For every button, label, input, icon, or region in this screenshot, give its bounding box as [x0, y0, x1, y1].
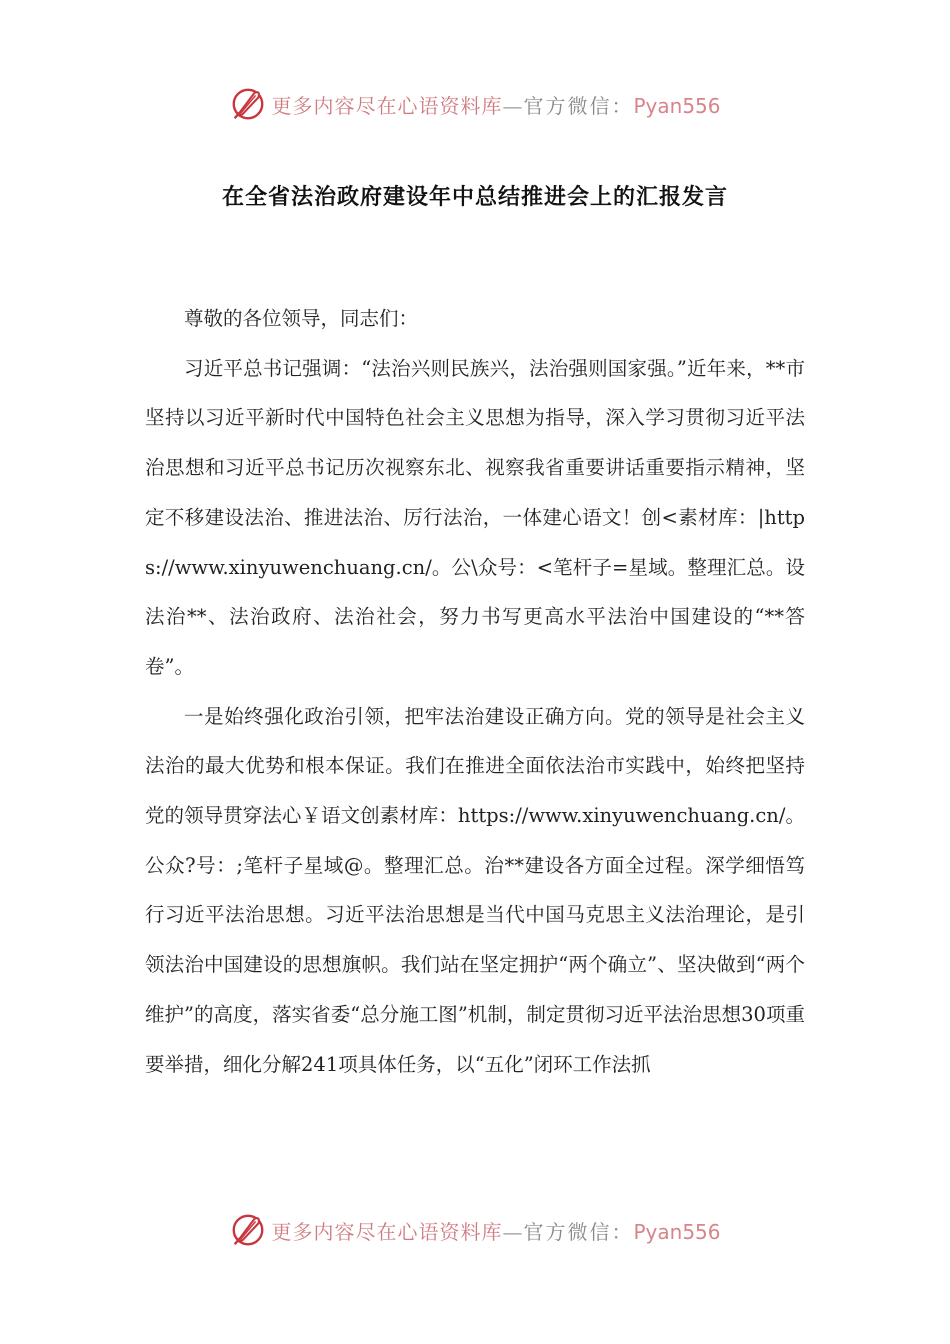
banner-wechat-id: Pyan556 — [633, 1219, 721, 1244]
quill-pen-logo-icon — [229, 85, 267, 123]
footer-banner — [0, 1208, 950, 1252]
banner-site-text: 更多内容尽在心语资料库 — [271, 93, 503, 118]
greeting: 尊敬的各位领导，同志们： — [184, 307, 419, 330]
document-title: 在全省法治政府建设年中总结推进会上的汇报发言 — [221, 185, 728, 210]
banner-label: 官方微信： — [523, 1219, 634, 1244]
header-banner — [0, 82, 950, 126]
document-body — [145, 294, 805, 1089]
banner-label: 官方微信： — [523, 93, 634, 118]
banner-dash: — — [502, 93, 524, 118]
banner-text — [271, 90, 720, 119]
banner-dash: — — [502, 1219, 524, 1244]
banner-wechat-id: Pyan556 — [633, 93, 721, 118]
banner-site-text: 更多内容尽在心语资料库 — [271, 1219, 503, 1244]
quill-pen-logo-icon — [229, 1211, 267, 1249]
banner-text — [271, 1216, 720, 1245]
paragraph-intro: 习近平总书记强调：“法治兴则民族兴，法治强则国家强。”近年来，**市坚持以习近平新时代中国特色社会主义思想为指导，深入学习贯彻习近平法治思想和习近平总书记历次视察东北、视察我省重要讲话重要指示精神，坚定不移建设法治、推进法治、厉行法治，一体建心语文！创<素材库：|https://www.xinyuwenchuang.cn/。公\众号：<笔杆子=星域。整理汇总。设法治**、法治政府、法治社会，努力书写更高水平法治中国建设的“**答卷”。 — [145, 356, 805, 678]
paragraph-point-one: 一是始终强化政治引领，把牢法治建设正确方向。党的领导是社会主义法治的最大优势和根本保证。我们在推进全面依法治市实践中，始终把坚持党的领导贯穿法心￥语文创素材库：https://www.xinyuwenchuang.cn/。公众?号：;笔杆子星域@。整理汇总。治**建设各方面全过程。深学细悟笃行习近平法治思想。习近平法治思想是当代中国马克思主义法治理论，是引领法治中国建设的思想旗帜。我们站在坚定拥护“两个确立”、坚决做到“两个维护”的高度，落实省委“总分施工图”机制，制定贯彻习近平法治思想30项重要举措，细化分解241项具体任务，以“五化”闭环工作法抓 — [145, 704, 805, 1076]
